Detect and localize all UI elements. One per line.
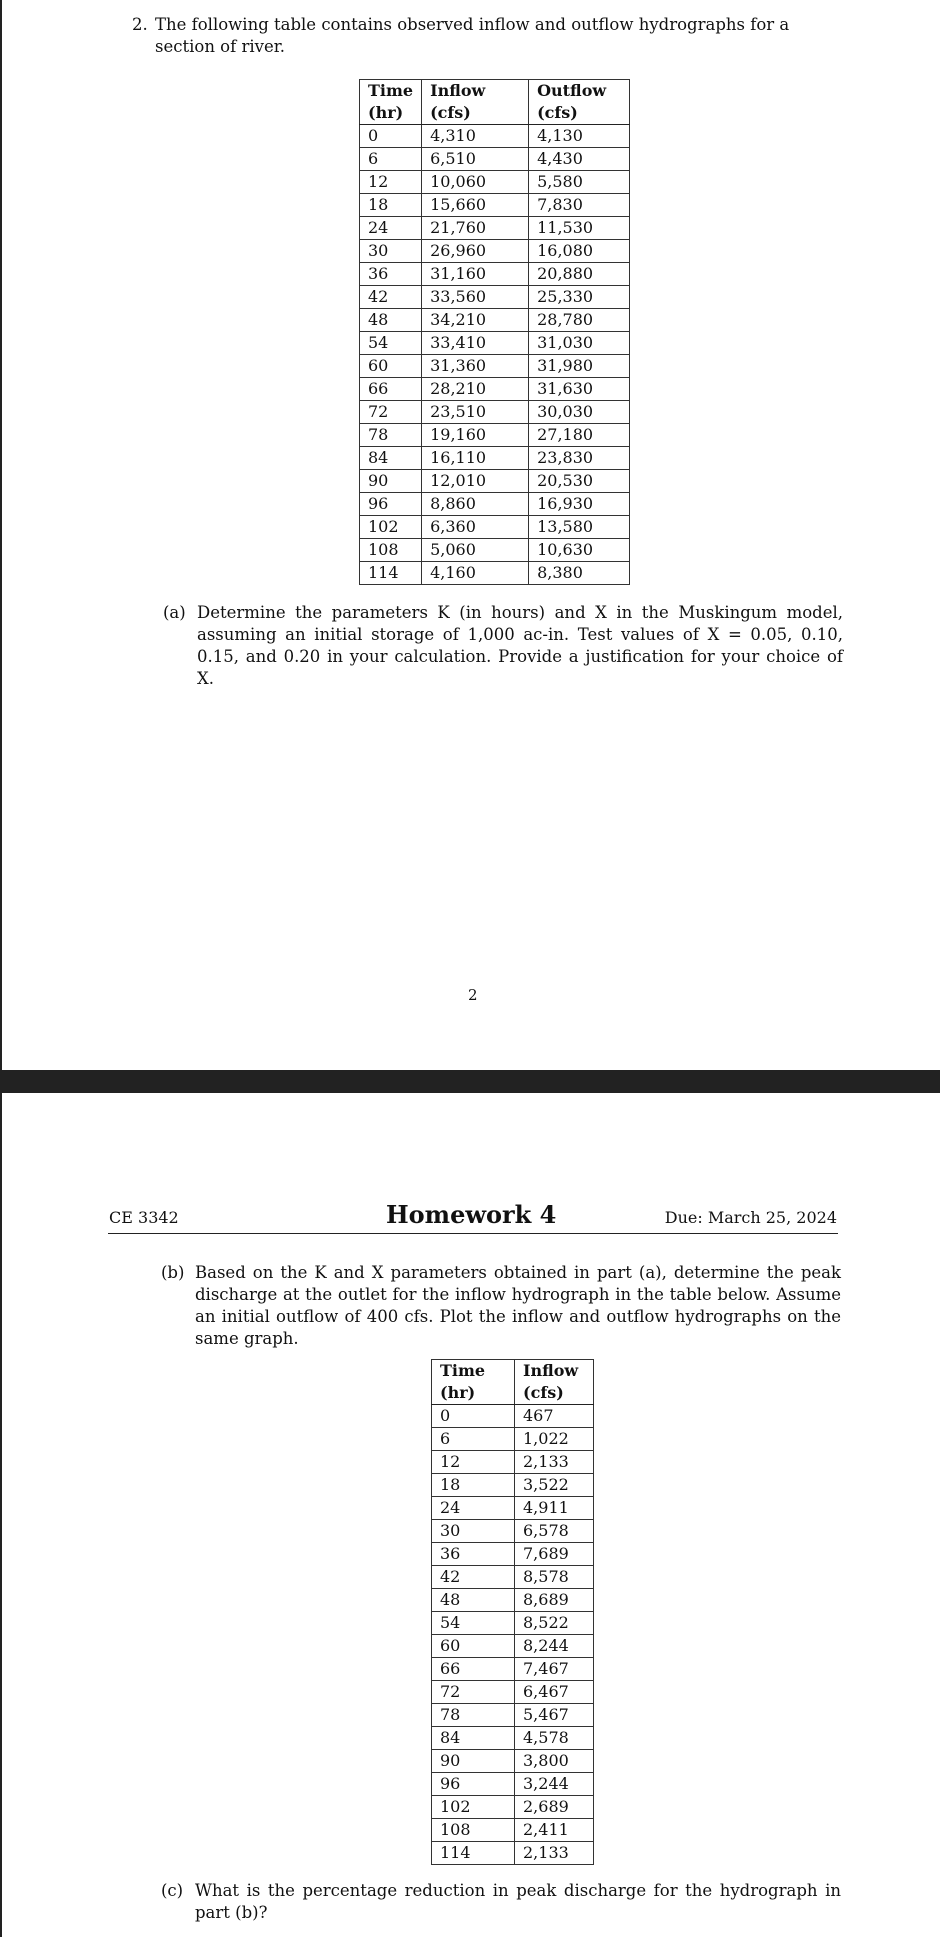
table-cell: 60 xyxy=(432,1635,515,1658)
table-row xyxy=(432,1589,594,1612)
table-row xyxy=(432,1773,594,1796)
problem-2 xyxy=(132,14,842,58)
table-cell: 2,689 xyxy=(515,1796,594,1819)
table-cell: 18 xyxy=(432,1474,515,1497)
table-cell: 4,160 xyxy=(422,562,529,585)
table-row xyxy=(432,1842,594,1865)
table-cell: 2,133 xyxy=(515,1451,594,1474)
table-cell: 5,060 xyxy=(422,539,529,562)
table-row xyxy=(432,1681,594,1704)
table-cell: 2,133 xyxy=(515,1842,594,1865)
table-cell: 28,210 xyxy=(422,378,529,401)
table-cell: 16,080 xyxy=(529,240,630,263)
table-cell: 96 xyxy=(432,1773,515,1796)
table-row xyxy=(432,1520,594,1543)
table-row xyxy=(360,309,630,332)
table-cell: 42 xyxy=(432,1566,515,1589)
part-c-label: (c) xyxy=(161,1881,184,1900)
table-cell: 8,380 xyxy=(529,562,630,585)
part-c-text: What is the percentage reduction in peak discharge for the hydrograph in part (b)? xyxy=(195,1881,841,1922)
table-cell: 42 xyxy=(360,286,422,309)
table-cell: 54 xyxy=(432,1612,515,1635)
table-row xyxy=(432,1474,594,1497)
table-cell: 20,530 xyxy=(529,470,630,493)
table-cell: 0 xyxy=(360,125,422,148)
table-cell: 11,530 xyxy=(529,217,630,240)
table-cell: 12 xyxy=(432,1451,515,1474)
col-outflow-unit: (cfs) xyxy=(529,102,630,125)
table-cell: 114 xyxy=(360,562,422,585)
table-cell: 4,310 xyxy=(422,125,529,148)
table-cell: 12,010 xyxy=(422,470,529,493)
table-row xyxy=(432,1543,594,1566)
table-row xyxy=(360,378,630,401)
table-row xyxy=(360,562,630,585)
table-cell: 30 xyxy=(360,240,422,263)
problem-number: 2. xyxy=(132,15,148,34)
table-cell: 102 xyxy=(360,516,422,539)
table-row xyxy=(360,332,630,355)
table-cell: 48 xyxy=(360,309,422,332)
table-cell: 4,911 xyxy=(515,1497,594,1520)
table-cell: 5,467 xyxy=(515,1704,594,1727)
table-cell: 8,860 xyxy=(422,493,529,516)
page-number: 2 xyxy=(468,986,478,1004)
part-a xyxy=(163,602,843,690)
table-cell: 31,160 xyxy=(422,263,529,286)
table-row xyxy=(432,1405,594,1428)
col-time-header: Time xyxy=(432,1360,515,1383)
table-cell: 34,210 xyxy=(422,309,529,332)
table-row xyxy=(432,1497,594,1520)
table-cell: 78 xyxy=(432,1704,515,1727)
table-cell: 7,467 xyxy=(515,1658,594,1681)
table-cell: 16,930 xyxy=(529,493,630,516)
table-cell: 60 xyxy=(360,355,422,378)
table-row xyxy=(360,240,630,263)
table-row xyxy=(360,171,630,194)
table-row xyxy=(432,1750,594,1773)
table-cell: 12 xyxy=(360,171,422,194)
table-cell: 20,880 xyxy=(529,263,630,286)
table-cell: 72 xyxy=(360,401,422,424)
col-inflow-header: Inflow xyxy=(422,80,529,103)
table-cell: 23,830 xyxy=(529,447,630,470)
table-cell: 33,560 xyxy=(422,286,529,309)
table-row xyxy=(432,1704,594,1727)
table-cell: 6,578 xyxy=(515,1520,594,1543)
table-row xyxy=(360,125,630,148)
table-cell: 102 xyxy=(432,1796,515,1819)
table-cell: 66 xyxy=(360,378,422,401)
table-row xyxy=(432,1819,594,1842)
table-row xyxy=(432,1796,594,1819)
table-cell: 4,578 xyxy=(515,1727,594,1750)
table-row xyxy=(360,217,630,240)
table-row xyxy=(432,1727,594,1750)
table-cell: 28,780 xyxy=(529,309,630,332)
table-row xyxy=(432,1612,594,1635)
table-cell: 78 xyxy=(360,424,422,447)
table-cell: 7,830 xyxy=(529,194,630,217)
table-cell: 24 xyxy=(432,1497,515,1520)
table-cell: 30 xyxy=(432,1520,515,1543)
table-cell: 15,660 xyxy=(422,194,529,217)
col-time-unit: (hr) xyxy=(360,102,422,125)
table-row xyxy=(360,447,630,470)
part-a-text: Determine the parameters K (in hours) and X in the Muskingum model, assuming an initial storage of 1,000 ac-in. Test values of X = 0.05, 0.10, 0.15, and 0.20 in your calculation. Provide a justification for your choice of X. xyxy=(197,603,843,688)
table-cell: 8,522 xyxy=(515,1612,594,1635)
table-row xyxy=(360,263,630,286)
problem-statement: The following table contains observed inflow and outflow hydrographs for a section of river. xyxy=(155,15,790,56)
table-row xyxy=(432,1451,594,1474)
table-row xyxy=(432,1428,594,1451)
table-cell: 84 xyxy=(360,447,422,470)
observed-hydrograph-table xyxy=(359,79,630,585)
table-cell: 5,580 xyxy=(529,171,630,194)
table-cell: 30,030 xyxy=(529,401,630,424)
col-inflow-unit: (cfs) xyxy=(422,102,529,125)
inflow-hydrograph-table xyxy=(431,1359,594,1865)
table-cell: 8,244 xyxy=(515,1635,594,1658)
table-cell: 6 xyxy=(360,148,422,171)
table-cell: 1,022 xyxy=(515,1428,594,1451)
table-cell: 16,110 xyxy=(422,447,529,470)
table-row xyxy=(360,424,630,447)
table-cell: 8,578 xyxy=(515,1566,594,1589)
table-cell: 3,244 xyxy=(515,1773,594,1796)
table-cell: 36 xyxy=(360,263,422,286)
table-row xyxy=(360,493,630,516)
table-cell: 3,522 xyxy=(515,1474,594,1497)
table-cell: 90 xyxy=(360,470,422,493)
table-cell: 36 xyxy=(432,1543,515,1566)
col-time-header: Time xyxy=(360,80,422,103)
table-cell: 6,510 xyxy=(422,148,529,171)
table-cell: 31,980 xyxy=(529,355,630,378)
table-cell: 2,411 xyxy=(515,1819,594,1842)
table-cell: 72 xyxy=(432,1681,515,1704)
part-c xyxy=(161,1880,841,1924)
table-row xyxy=(360,148,630,171)
table-row xyxy=(432,1635,594,1658)
table-row xyxy=(360,194,630,217)
part-b-label: (b) xyxy=(161,1263,185,1282)
table-cell: 3,800 xyxy=(515,1750,594,1773)
table-cell: 23,510 xyxy=(422,401,529,424)
table-cell: 108 xyxy=(432,1819,515,1842)
table-cell: 0 xyxy=(432,1405,515,1428)
table-row xyxy=(360,401,630,424)
table-row xyxy=(360,539,630,562)
table-cell: 48 xyxy=(432,1589,515,1612)
due-date: Due: March 25, 2024 xyxy=(664,1208,837,1227)
table-cell: 19,160 xyxy=(422,424,529,447)
table-row xyxy=(432,1566,594,1589)
col-outflow-header: Outflow xyxy=(529,80,630,103)
col-time-unit: (hr) xyxy=(432,1382,515,1405)
table-cell: 114 xyxy=(432,1842,515,1865)
table-cell: 31,630 xyxy=(529,378,630,401)
table-cell: 10,630 xyxy=(529,539,630,562)
table-cell: 66 xyxy=(432,1658,515,1681)
page-separator xyxy=(0,1070,940,1093)
table-cell: 90 xyxy=(432,1750,515,1773)
table-cell: 54 xyxy=(360,332,422,355)
table-cell: 25,330 xyxy=(529,286,630,309)
table-cell: 8,689 xyxy=(515,1589,594,1612)
table-cell: 84 xyxy=(432,1727,515,1750)
table-cell: 6,467 xyxy=(515,1681,594,1704)
header-rule xyxy=(108,1233,838,1234)
table-row xyxy=(360,286,630,309)
table-cell: 7,689 xyxy=(515,1543,594,1566)
table-row xyxy=(360,470,630,493)
table-cell: 26,960 xyxy=(422,240,529,263)
table-row xyxy=(432,1658,594,1681)
table-cell: 27,180 xyxy=(529,424,630,447)
homework-title: Homework 4 xyxy=(386,1200,557,1229)
table-cell: 18 xyxy=(360,194,422,217)
table-cell: 4,130 xyxy=(529,125,630,148)
table-row xyxy=(360,516,630,539)
col-inflow-header: Inflow xyxy=(515,1360,594,1383)
table-cell: 96 xyxy=(360,493,422,516)
table-cell: 6 xyxy=(432,1428,515,1451)
course-code: CE 3342 xyxy=(109,1208,179,1227)
table-cell: 13,580 xyxy=(529,516,630,539)
part-b xyxy=(161,1262,841,1350)
table-row xyxy=(360,355,630,378)
table-cell: 24 xyxy=(360,217,422,240)
table-cell: 33,410 xyxy=(422,332,529,355)
table-cell: 10,060 xyxy=(422,171,529,194)
table-cell: 31,360 xyxy=(422,355,529,378)
col-inflow-unit: (cfs) xyxy=(515,1382,594,1405)
table-cell: 467 xyxy=(515,1405,594,1428)
part-a-label: (a) xyxy=(163,603,186,622)
table-cell: 6,360 xyxy=(422,516,529,539)
part-b-text: Based on the K and X parameters obtained in part (a), determine the peak discharge at the outlet for the inflow hydrograph in the table below. Assume an initial outflow of 400 cfs. Plot the inflow and outflow hydrographs on the same graph. xyxy=(195,1263,841,1348)
table-cell: 21,760 xyxy=(422,217,529,240)
table-cell: 4,430 xyxy=(529,148,630,171)
table-cell: 108 xyxy=(360,539,422,562)
table-cell: 31,030 xyxy=(529,332,630,355)
